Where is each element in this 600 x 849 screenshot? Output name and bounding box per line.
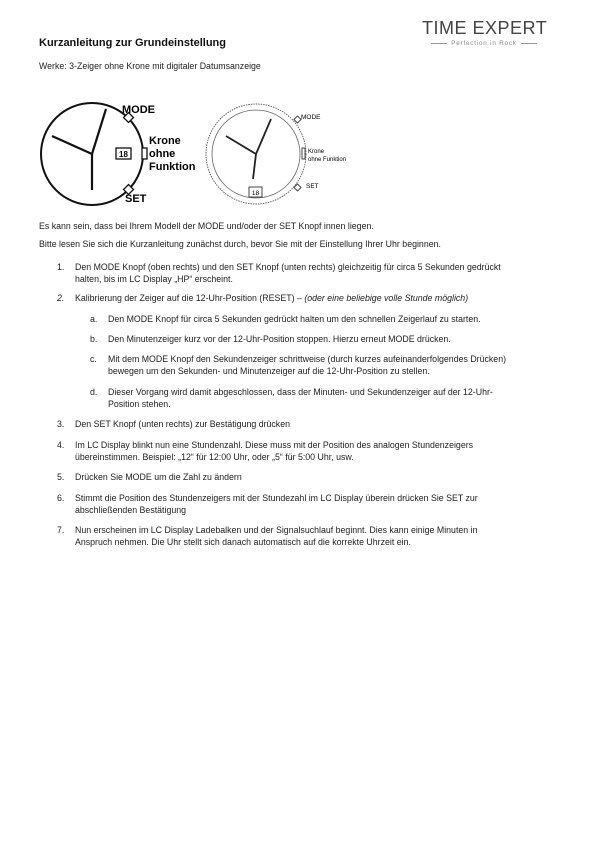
hand-right-1 [256,119,271,154]
mode-label-left: MODE [122,104,155,116]
list-item [57,492,478,517]
sublist-item [90,313,481,325]
list-item-note: (oder eine beliebige volle Stunde möglich) [304,293,469,303]
crown-left [142,148,147,159]
list-item-text: Stimmt die Position des Stundenzeigers mit der Stundezahl im LC Display überein drücken Sie SET zur [75,493,478,503]
tagline-divider-left [431,43,447,44]
list-item-text [75,292,468,304]
sublist-item-letter: d. [90,387,98,397]
list-item-number: 1. [57,262,65,272]
page-title: Kurzanleitung zur Grundeinstellung [39,37,226,49]
set-label-right: SET [306,183,319,190]
list-item-number: 3. [57,419,65,429]
lc-display-left-value: 18 [119,150,128,159]
list-item-text: halten, bis im LC Display „HP“ erscheint. [75,274,233,285]
crown-label-left-3: Funktion [149,161,196,173]
sublist-item [90,353,507,378]
crown-label-left-2: ohne [149,148,176,160]
set-label-left: SET [125,193,147,205]
brand-tagline-row [414,40,554,47]
list-item [57,292,469,304]
crown-right [302,148,305,159]
list-item-number: 5. [57,472,65,482]
sublist-item [90,386,493,411]
tagline-divider-right [521,43,537,44]
sublist-item-text: Mit dem MODE Knopf den Sekundenzeiger schrittweise (durch kurzes aufeinanderfolgendes Drücken) [108,354,507,364]
list-item-text: Nun erscheinen im LC Display Ladebalken und der Signalsuchlauf beginnt. Dies kann einige Minuten in [75,525,478,535]
crown-label-right-1: Krone [308,149,325,155]
crown-label-left-1: Krone [149,135,181,147]
list-item-main: Kalibrierung der Zeiger auf die 12-Uhr-Position (RESET) – [75,293,305,303]
list-item [57,418,290,430]
lc-display-right-value: 18 [251,190,260,197]
page-subtitle: Werke: 3-Zeiger ohne Krone mit digitaler Datumsanzeige [39,61,261,71]
brand-logo [414,18,554,52]
hand-right-3 [253,154,256,179]
mode-button-right [294,116,301,123]
sublist-item-text: Position stehen. [108,399,171,410]
watch-diagrams [30,92,350,217]
list-item-text: Drücken Sie MODE um die Zahl zu ändern [75,472,242,482]
hand-left-1 [92,109,106,154]
crown-label-right-2: ohne Funktion [308,157,347,163]
hand-right-2 [226,136,256,154]
sublist-item-text: Den MODE Knopf für circa 5 Sekunden gedrückt halten um den schnellen Zeigerlauf zu starten. [108,314,481,324]
list-item-text: Den MODE Knopf (oben rechts) und den SET Knopf (unten rechts) gleichzeitig für circa 5 Sekunden gedrückt [75,262,501,272]
list-item [57,471,242,483]
sublist-item-letter: b. [90,334,98,344]
watch-diagram-right [206,104,346,204]
list-item-number: 2. [57,293,65,303]
sublist-item-text: Den Minutenzeiger kurz vor der 12-Uhr-Position stoppen. Hierzu erneut MODE drücken. [108,334,451,344]
sublist-item-text: Dieser Vorgang wird damit abgeschlossen, dass der Minuten- und Sekundenzeiger auf der 12-Uhr- [108,387,493,397]
list-item-text: abschließenden Bestätigung [75,505,187,516]
sublist-item [90,333,451,345]
list-item [57,439,474,464]
sublist-item-text: bewegen um den Sekunden- und Minutenzeiger auf die 12-Uhr-Position zu stellen. [108,366,430,377]
list-item-text: Anspruch nehmen. Die Uhr stellt sich danach automatisch auf die korrekte Uhrzeit ein. [75,537,411,548]
brand-tagline: Perfection in Rock [451,40,517,47]
list-item-number: 7. [57,525,65,535]
list-item [57,524,478,549]
list-item-text: Im LC Display blinkt nun eine Stundenzahl. Diese muss mit der Position des analogen Stundenzeigers [75,440,474,450]
brand-name: TIME EXPERT [422,18,548,38]
sublist-item-letter: a. [90,314,98,324]
list-item-number: 4. [57,440,65,450]
sublist-item-letter: c. [90,354,97,364]
list-item-text: Den SET Knopf (unten rechts) zur Bestätigung drücken [75,419,290,429]
hand-left-2 [52,136,92,154]
list-item-text: übereinstimmen. Beispiel: „12“ für 12:00 Uhr, oder „5“ für 5:00 Uhr, usw. [75,452,354,463]
watch-diagram-left [41,103,196,205]
list-item [57,261,501,286]
mode-label-right: MODE [301,114,321,121]
list-item-number: 6. [57,493,65,503]
intro-paragraph-2: Bitte lesen Sie sich die Kurzanleitung zunächst durch, bevor Sie mit der Einstellung Ihrer Uhr beginnen. [39,239,441,249]
intro-paragraph-1: Es kann sein, dass bei Ihrem Modell der MODE und/oder der SET Knopf innen liegen. [39,221,374,231]
